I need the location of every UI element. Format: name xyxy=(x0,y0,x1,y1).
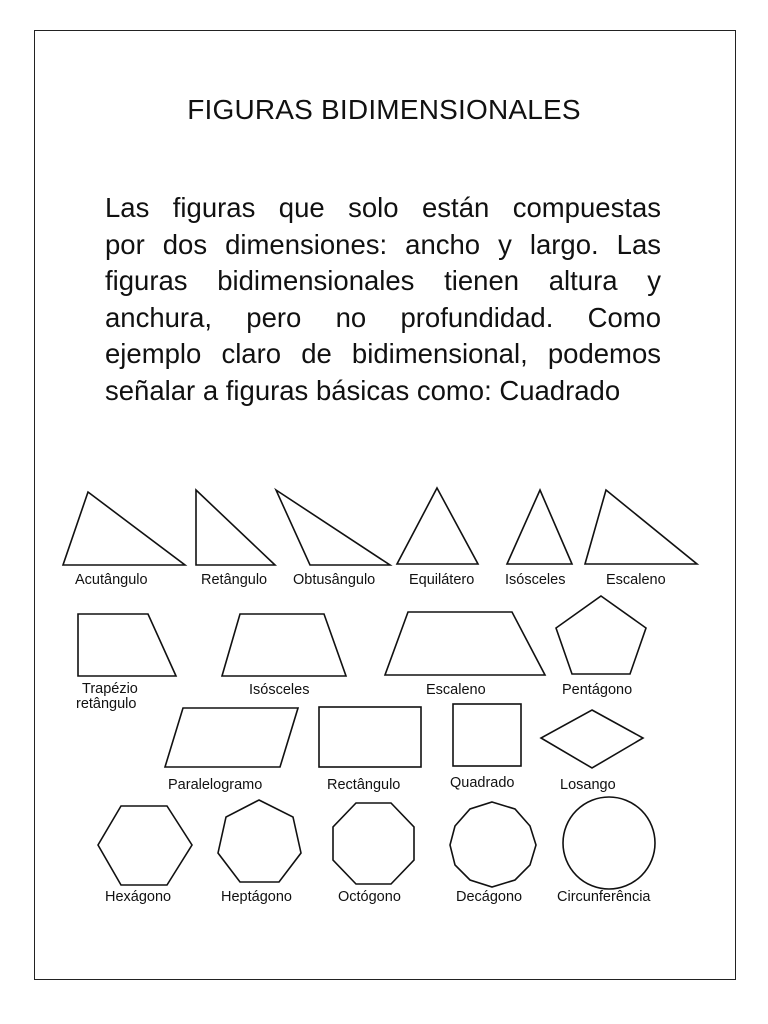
losango-label: Losango xyxy=(560,777,616,793)
heptagono-label: Heptágono xyxy=(221,889,292,905)
scalene-triangle-shape xyxy=(585,490,697,564)
obtusangulo-label: Obtusângulo xyxy=(293,572,376,588)
hexagon-shape xyxy=(98,806,192,885)
paragraph-line: señalar a figuras básicas como: Cuadrado xyxy=(105,374,621,406)
decagon-shape xyxy=(450,802,536,887)
escaleno-trapezoid-label: Escaleno xyxy=(426,682,486,698)
isosceles-trapezoid-label: Isósceles xyxy=(249,682,310,698)
acute-triangle-shape xyxy=(63,492,185,565)
acutangulo-label: Acutângulo xyxy=(75,572,148,588)
paralelogramo-label: Paralelogramo xyxy=(168,777,263,793)
decagono-label: Decágono xyxy=(456,889,523,905)
circle-shape xyxy=(563,797,655,889)
octagon-shape xyxy=(333,803,414,884)
heptagon-shape xyxy=(218,800,301,882)
right-trapezoid-shape xyxy=(78,614,176,676)
paragraph-line: anchura, pero no profundidad. Como xyxy=(105,301,661,333)
paragraph-line: ejemplo claro de bidimensional, podemos xyxy=(105,338,661,369)
octogono-label: Octógono xyxy=(338,889,401,905)
isosceles-triangle-shape xyxy=(507,490,572,564)
trapezio-label-line1: Trapézio xyxy=(82,681,138,697)
square-shape xyxy=(453,704,521,766)
rectangle-shape xyxy=(319,707,421,767)
equilateral-triangle-shape xyxy=(397,488,478,564)
pentagono-label: Pentágono xyxy=(562,682,633,698)
quadrado-label: Quadrado xyxy=(450,775,515,791)
retangulo-label: Retângulo xyxy=(201,572,268,588)
hexagono-label: Hexágono xyxy=(105,889,172,905)
isosceles-triangle-label: Isósceles xyxy=(505,572,566,588)
isosceles-trapezoid-shape xyxy=(222,614,346,676)
rectangulo-label: Rectângulo xyxy=(327,777,401,793)
parallelogram-shape xyxy=(165,708,298,767)
paragraph-line: por dos dimensiones: ancho y largo. Las xyxy=(105,228,661,260)
obtuse-triangle-shape xyxy=(276,490,390,565)
right-triangle-shape xyxy=(196,490,275,565)
scalene-trapezoid-shape xyxy=(385,612,545,675)
rhombus-shape xyxy=(541,710,643,768)
pentagon-shape xyxy=(556,596,646,674)
trapezio-label-line2: retângulo xyxy=(76,696,137,712)
paragraph-line: Las figuras que solo están compuestas xyxy=(105,192,661,223)
equilatero-label: Equilátero xyxy=(409,572,475,588)
paragraph-line: figuras bidimensionales tienen altura y xyxy=(105,265,661,296)
page-title: FIGURAS BIDIMENSIONALES xyxy=(187,94,581,125)
escaleno-triangle-label: Escaleno xyxy=(606,572,666,588)
circunferencia-label: Circunferência xyxy=(557,889,651,905)
